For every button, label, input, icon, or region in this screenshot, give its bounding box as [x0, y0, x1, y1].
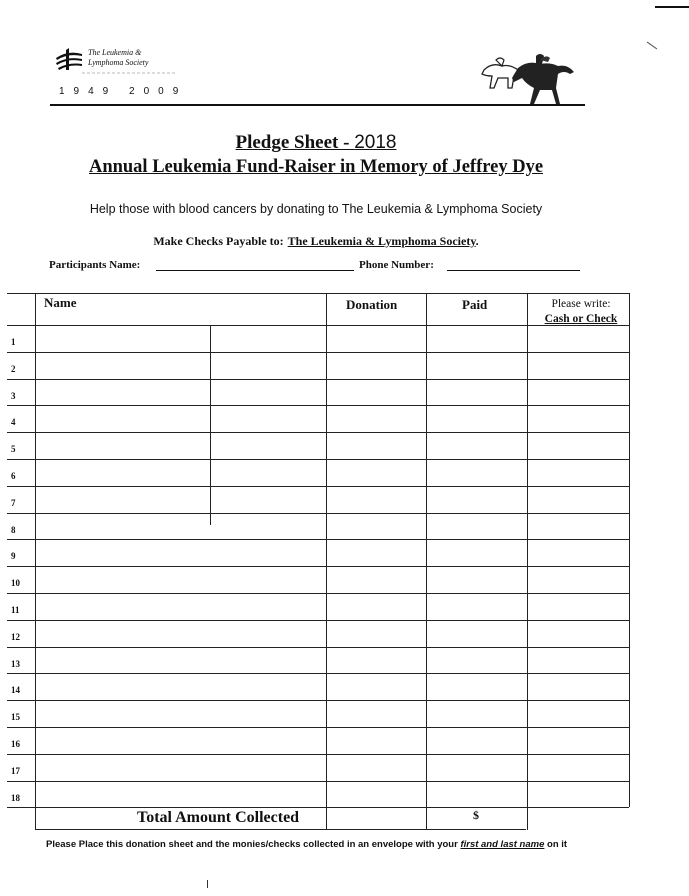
row-number: 17: [11, 765, 20, 776]
row-divider: [7, 379, 629, 380]
phone-number-label: Phone Number:: [359, 259, 434, 271]
payment-method-header-line2: Cash or Check: [544, 313, 618, 325]
column-divider: [35, 293, 36, 830]
payable-instruction: [0, 234, 632, 249]
payment-method-header-line1: Please write:: [551, 298, 611, 310]
footer-instruction: [46, 838, 586, 851]
title-year: 2018: [354, 132, 397, 153]
row-number: 14: [11, 685, 20, 696]
total-amount-label: Total Amount Collected: [137, 809, 300, 826]
footer-emphasis: first and last name: [460, 839, 545, 850]
scan-bottom-mark: [207, 880, 208, 888]
phone-number-field[interactable]: [447, 270, 580, 271]
org-name-line2: Lymphoma Society: [88, 58, 149, 67]
column-divider: [629, 293, 630, 807]
payable-period: .: [475, 234, 479, 248]
column-divider: [326, 293, 327, 830]
payable-label: Make Checks Payable to:: [153, 234, 284, 248]
row-number: 6: [11, 471, 16, 481]
participants-name-field[interactable]: [156, 270, 354, 271]
row-number: 7: [11, 497, 16, 508]
scan-corner-mark: [655, 6, 689, 8]
donation-column-header: Donation: [346, 297, 398, 312]
total-amount-field[interactable]: $: [473, 808, 479, 822]
row-divider: [7, 727, 629, 728]
name-subdivider: [210, 325, 211, 525]
scan-speck: [647, 42, 657, 50]
paid-column-header: Paid: [462, 297, 488, 312]
row-number: 12: [11, 631, 20, 642]
org-name-line1: The Leukemia &: [88, 48, 142, 57]
row-number: 2: [11, 363, 16, 374]
row-divider: [7, 700, 629, 701]
row-number: 5: [11, 444, 16, 455]
header-divider: [50, 104, 585, 106]
row-divider: [7, 647, 629, 648]
row-divider: [7, 539, 629, 540]
header-bottom-border: [7, 325, 629, 326]
row-number: 15: [11, 712, 20, 723]
footer-text: Please Place this donation sheet and the monies/checks collected in an envelope with your: [46, 839, 461, 850]
row-number: 3: [11, 390, 16, 401]
total-row-bottom-border: [35, 829, 526, 830]
row-number: 8: [11, 524, 16, 535]
row-number: 16: [11, 739, 20, 749]
lls-logo: [54, 44, 204, 104]
row-number: 1: [11, 337, 16, 347]
page-subtitle: Annual Leukemia Fund-Raiser in Memory of Jeffrey Dye: [88, 157, 544, 177]
payee-name: The Leukemia & Lymphoma Society: [287, 234, 476, 248]
row-divider: [7, 593, 629, 594]
column-divider: [426, 293, 427, 830]
title-prefix: Pledge Sheet -: [235, 132, 355, 153]
row-divider: [7, 432, 629, 433]
row-divider: [7, 566, 629, 567]
footer-end: on it: [544, 839, 568, 850]
row-number: 13: [11, 658, 20, 669]
row-number: 10: [11, 578, 20, 589]
column-divider: [527, 293, 528, 830]
row-divider: [7, 807, 629, 808]
name-column-header: Name: [44, 295, 77, 310]
row-divider: [7, 673, 629, 674]
row-divider: [7, 754, 629, 755]
row-number: 9: [11, 551, 16, 562]
page-title: [0, 132, 632, 154]
table-top-border: [7, 293, 629, 294]
anniversary-years: 1949 2009: [59, 86, 188, 97]
row-divider: [7, 486, 629, 487]
pledge-table: [7, 293, 630, 830]
row-number: 11: [11, 605, 20, 615]
payment-method-column-header: [531, 297, 631, 327]
row-number: 4: [11, 417, 16, 428]
intro-text: Help those with blood cancers by donating to The Leukemia & Lymphoma Society: [89, 202, 543, 216]
row-divider: [7, 781, 629, 782]
horse-and-rider-icon: [478, 48, 580, 106]
lls-logo-icon: [54, 48, 84, 72]
participants-name-label: Participants Name:: [49, 259, 141, 271]
row-divider: [7, 459, 629, 460]
row-divider: [7, 620, 629, 621]
row-divider: [7, 513, 629, 514]
row-number: 18: [11, 792, 20, 803]
faint-tagline: [82, 70, 177, 76]
row-divider: [7, 352, 629, 353]
row-divider: [7, 405, 629, 406]
